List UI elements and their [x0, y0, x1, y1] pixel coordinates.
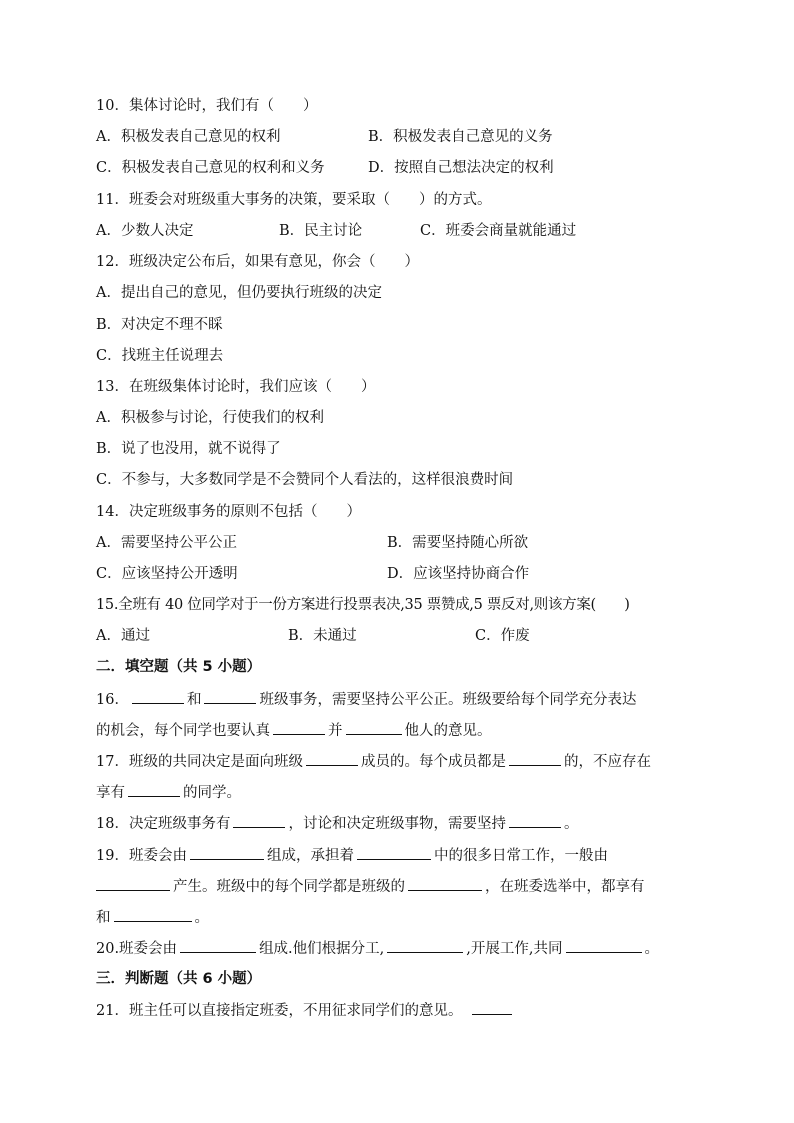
q16-blank-4[interactable] — [346, 720, 402, 735]
q16-text-5: 并 — [328, 723, 343, 739]
q17-blank-3[interactable] — [128, 782, 180, 797]
q19-blank-1[interactable] — [190, 845, 264, 860]
q10-options-row2 — [96, 158, 554, 178]
q18-text-3: 。 — [563, 816, 579, 832]
q15-option-c: C．作废 — [475, 628, 530, 644]
q14-options-row2 — [96, 564, 529, 584]
q18-text-2: ，讨论和决定班级事物，需要坚持 — [288, 816, 506, 832]
q15-options — [96, 626, 530, 646]
q12-option-a: A．提出自己的意见，但仍要执行班级的决定 — [96, 285, 382, 301]
q16-line1 — [96, 689, 636, 710]
q11-option-b: B．民主讨论 — [279, 223, 363, 239]
q17-line2 — [96, 782, 241, 803]
q13-option-c: C．不参与，大多数同学是不会赞同个人看法的，这样很浪费时间 — [96, 472, 514, 488]
q15-stem: 15.全班有 40 位同学对于一份方案进行投票表决,35 票赞成,5 票反对,则该方案( ) — [96, 597, 630, 613]
q11-option-c: C．班委会商量就能通过 — [420, 223, 577, 239]
q16-blank-3[interactable] — [273, 720, 325, 735]
q16-line2 — [96, 720, 492, 741]
q17-text-1: 17．班级的共同决定是面向班级 — [96, 754, 303, 770]
q13-option-b: B．说了也没用，就不说得了 — [96, 441, 281, 457]
q19-blank-4[interactable] — [408, 876, 482, 891]
q15-option-a: A．通过 — [96, 628, 150, 644]
q20-line1 — [96, 938, 659, 959]
q20-text-1: 20.班委会由 — [96, 941, 178, 957]
q17-text-2: 成员的。每个成员都是 — [360, 754, 506, 770]
q19-text-3: 中的很多日常工作，一般由 — [433, 848, 608, 864]
q20-blank-3[interactable] — [566, 938, 642, 953]
q11-stem: 11．班委会对班级重大事务的决策，要采取（ ）的方式。 — [96, 192, 492, 208]
q19-line1 — [96, 845, 608, 866]
q17-text-4: 享有 — [96, 785, 125, 801]
q10-option-a: A．积极发表自己意见的权利 — [96, 129, 281, 145]
q16-text-3: 班级事务，需要坚持公平公正。班级要给每个同学充分表达 — [259, 692, 637, 708]
q17-blank-2[interactable] — [509, 751, 561, 766]
q14-option-c: C．应该坚持公开透明 — [96, 566, 238, 582]
q14-option-a: A．需要坚持公平公正 — [96, 535, 237, 551]
q19-blank-2[interactable] — [357, 845, 431, 860]
q19-text-1: 19．班委会由 — [96, 848, 187, 864]
q20-blank-2[interactable] — [387, 938, 463, 953]
q21-stem: 21．班主任可以直接指定班委，不用征求同学们的意见。 — [96, 1003, 463, 1019]
q16-blank-2[interactable] — [204, 689, 256, 704]
q12-option-b: B．对决定不理不睬 — [96, 317, 223, 333]
q10-options-row1 — [96, 127, 553, 147]
q19-text-4: 产生。班级中的每个同学都是班级的 — [173, 879, 405, 895]
q15-option-b: B．未通过 — [288, 628, 357, 644]
q19-text-2: 组成，承担着 — [266, 848, 354, 864]
q10-option-b: B．积极发表自己意见的义务 — [368, 129, 553, 145]
q16-text-6: 他人的意见。 — [404, 723, 492, 739]
q20-text-3: ,开展工作,共同 — [466, 941, 563, 957]
q17-line1 — [96, 751, 651, 772]
q12-stem: 12．班级决定公布后，如果有意见，你会（ ） — [96, 254, 419, 270]
q17-blank-1[interactable] — [306, 751, 358, 766]
q16-text-2: 和 — [186, 692, 202, 708]
q19-blank-5[interactable] — [114, 907, 192, 922]
q17-text-3: 的，不应存在 — [563, 754, 651, 770]
q13-stem: 13．在班级集体讨论时，我们应该（ ） — [96, 379, 376, 395]
q10-stem: 10．集体讨论时，我们有（ ） — [96, 98, 318, 114]
q19-line3 — [96, 907, 209, 928]
q17-text-5: 的同学。 — [183, 785, 241, 801]
q19-blank-3[interactable] — [96, 876, 170, 891]
section-heading-true-false: 三．判断题（共 6 小题） — [96, 971, 262, 987]
q16-blank-1[interactable] — [132, 689, 184, 704]
q20-blank-1[interactable] — [180, 938, 256, 953]
q14-options-row1 — [96, 533, 528, 553]
section-heading-fill-in: 二．填空题（共 5 小题） — [96, 659, 262, 675]
q13-option-a: A．积极参与讨论，行使我们的权利 — [96, 410, 324, 426]
q14-option-d: D．应该坚持协商合作 — [387, 566, 530, 582]
q20-text-2: 组成.他们根据分工, — [259, 941, 385, 957]
q12-option-c: C．找班主任说理去 — [96, 348, 224, 364]
q18-blank-1[interactable] — [233, 813, 285, 828]
q19-text-7: 。 — [194, 910, 209, 926]
q14-stem: 14．决定班级事务的原则不包括（ ） — [96, 504, 361, 520]
q16-text-4: 的机会，每个同学也要认真 — [96, 723, 270, 739]
q19-text-5: ，在班委选举中，都享有 — [485, 879, 645, 895]
q20-text-4: 。 — [644, 941, 659, 957]
q18-line1 — [96, 813, 578, 834]
q11-options — [96, 221, 576, 241]
q16-text-1: 16． — [96, 692, 129, 708]
q11-option-a: A．少数人决定 — [96, 223, 194, 239]
q21-line1 — [96, 1000, 515, 1021]
q19-line2 — [96, 876, 645, 897]
q21-blank-1[interactable] — [472, 1000, 512, 1015]
q10-option-c: C．积极发表自己意见的权利和义务 — [96, 160, 325, 176]
q19-text-6: 和 — [96, 910, 111, 926]
q18-blank-2[interactable] — [509, 813, 561, 828]
q10-option-d: D．按照自己想法决定的权利 — [368, 160, 554, 176]
q18-text-1: 18．决定班级事务有 — [96, 816, 231, 832]
q14-option-b: B．需要坚持随心所欲 — [387, 535, 529, 551]
